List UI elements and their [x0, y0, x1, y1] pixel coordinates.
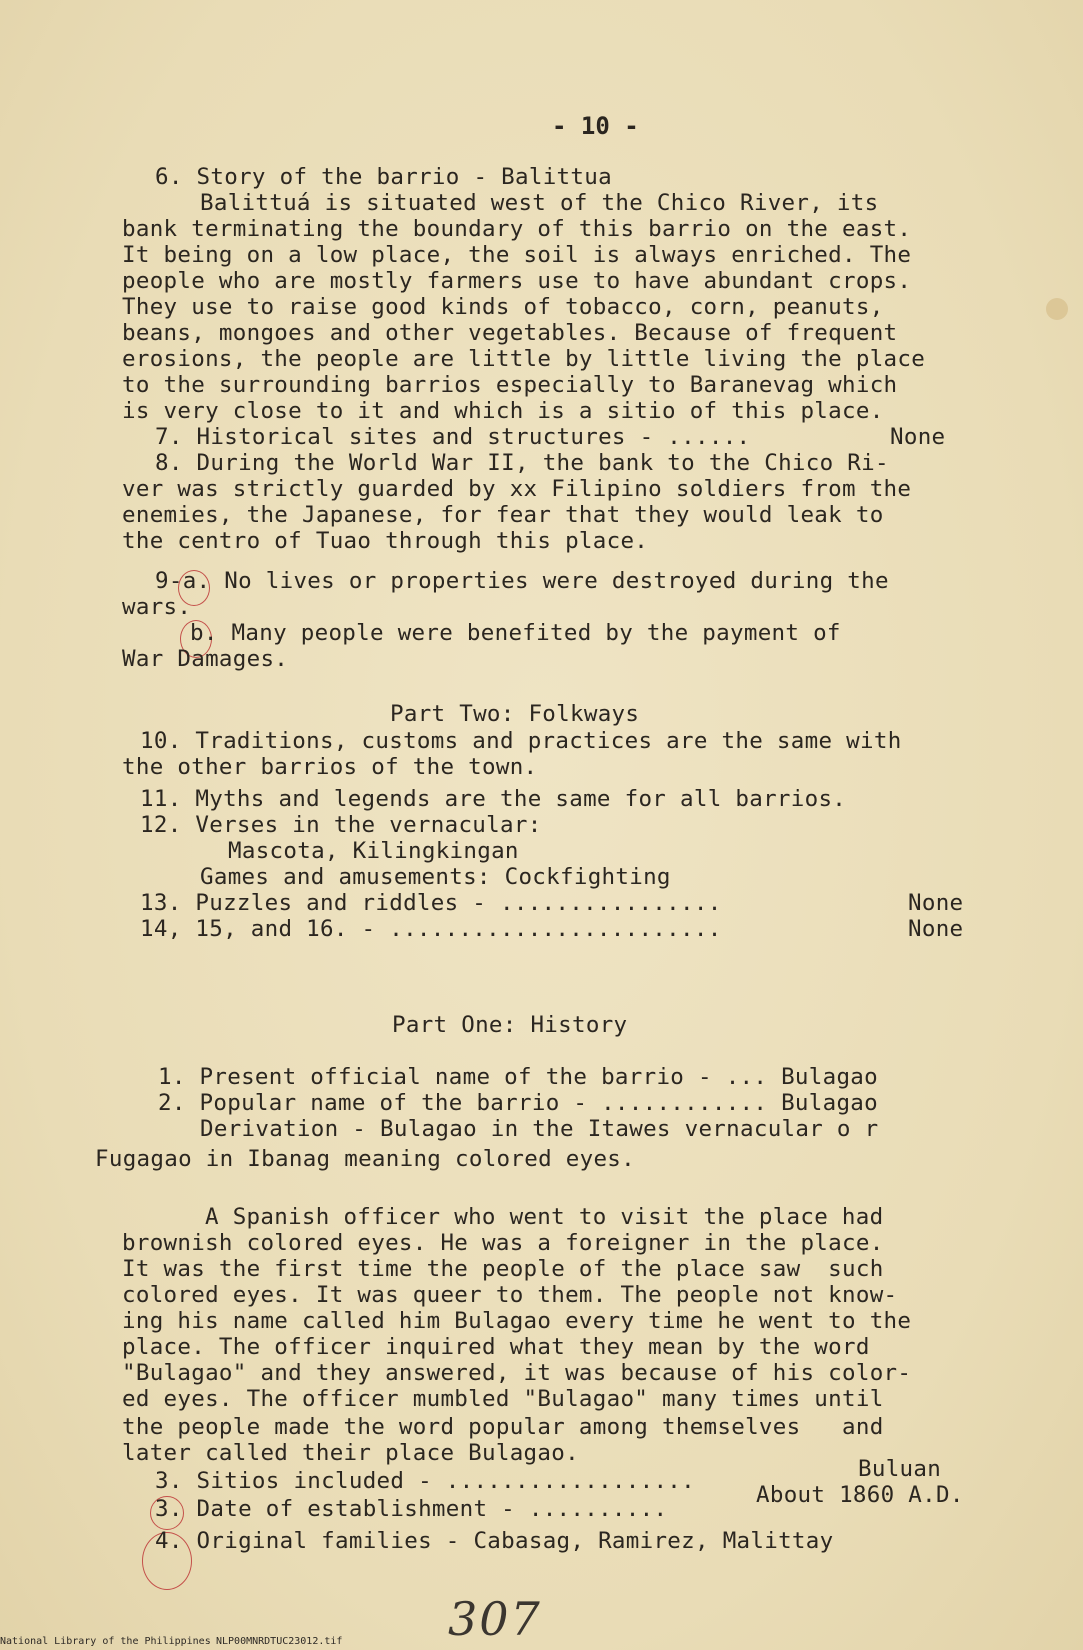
item-9b-line: b. Many people were benefited by the payment of [190, 620, 841, 646]
story-line: A Spanish officer who went to visit the place had [205, 1204, 884, 1230]
story-line: ing his name called him Bulagao every time he went to the [122, 1308, 912, 1334]
item-10-line: 10. Traditions, customs and practices are the same with [140, 728, 902, 754]
verses: Mascota, Kilingkingan [228, 838, 519, 864]
item-9b-line: War Damages. [122, 646, 289, 672]
story-line: later called their place Bulagao. [122, 1440, 579, 1466]
item-10-line: the other barrios of the town. [122, 754, 538, 780]
derivation-line: Fugagao in Ibanag meaning colored eyes. [95, 1146, 635, 1172]
page-number: - 10 - [552, 112, 639, 140]
item-11: 11. Myths and legends are the same for all barrios. [140, 786, 847, 812]
item-2: 2. Popular name of the barrio - ............ Bulagao [158, 1090, 878, 1116]
part-two-heading: Part Two: Folkways [390, 701, 640, 727]
item-12: 12. Verses in the vernacular: [140, 812, 542, 838]
section-6-line: They use to raise good kinds of tobacco, corn, peanuts, [122, 294, 884, 320]
item-8-line: ver was strictly guarded by xx Filipino soldiers from the [122, 476, 912, 502]
footer-library: National Library of the Philippines [0, 1636, 211, 1647]
item-7-text: 7. Historical sites and structures - ...... [155, 424, 751, 450]
part-one-heading: Part One: History [392, 1012, 628, 1038]
section-6-line: beans, mongoes and other vegetables. Because of frequent [122, 320, 898, 346]
item-8-line: 8. During the World War II, the bank to the Chico Ri- [155, 450, 889, 476]
item-4: 4. Original families - Cabasag, Ramirez, Malittay [155, 1528, 834, 1554]
story-line: the people made the word popular among themselves and [122, 1414, 884, 1440]
story-line: It was the first time the people of the place saw such [122, 1256, 884, 1282]
item-3b-text: 3. Date of establishment - .......... [155, 1496, 668, 1522]
section-6-line: to the surrounding barrios especially to Baranevag which [122, 372, 898, 398]
item-8-line: the centro of Tuao through this place. [122, 528, 649, 554]
story-line: "Bulagao" and they answered, it was because of his color- [122, 1360, 912, 1386]
item-7-value: None [890, 424, 946, 450]
story-line: ed eyes. The officer mumbled "Bulagao" many times until [122, 1386, 884, 1412]
item-14-value: None [908, 916, 964, 942]
paper-stain [1046, 298, 1068, 320]
section-6-heading: 6. Story of the barrio - Balittua [155, 164, 612, 190]
item-13-text: 13. Puzzles and riddles - ................ [140, 890, 722, 916]
section-6-line: It being on a low place, the soil is always enriched. The [122, 242, 912, 268]
section-6-line: is very close to it and which is a sitio of this place. [122, 398, 884, 424]
games: Games and amusements: Cockfighting [200, 864, 671, 890]
item-3a-value: Buluan [858, 1456, 942, 1482]
footer-filename: NLP00MNRDTUC23012.tif [216, 1636, 343, 1647]
section-6-line: people who are mostly farmers use to have abundant crops. [122, 268, 912, 294]
item-9a-line: 9-a. No lives or properties were destroyed during the [155, 568, 889, 594]
story-line: brownish colored eyes. He was a foreigner in the place. [122, 1230, 884, 1256]
item-9a-line: wars. [122, 594, 192, 620]
section-6-line: bank terminating the boundary of this barrio on the east. [122, 216, 912, 242]
item-8-line: enemies, the Japanese, for fear that they would leak to [122, 502, 884, 528]
handwritten-page-number: 307 [448, 1592, 542, 1646]
item-3b-value: About 1860 A.D. [756, 1482, 964, 1508]
story-line: place. The officer inquired what they mean by the word [122, 1334, 870, 1360]
story-line: colored eyes. It was queer to them. The people not know- [122, 1282, 898, 1308]
derivation-line: Derivation - Bulagao in the Itawes vernacular o r [200, 1116, 879, 1142]
item-13-value: None [908, 890, 964, 916]
item-14-text: 14, 15, and 16. - ........................ [140, 916, 722, 942]
section-6-line: Balittuá is situated west of the Chico River, its [200, 190, 879, 216]
item-1: 1. Present official name of the barrio - ... Bulagao [158, 1064, 878, 1090]
section-6-line: erosions, the people are little by little living the place [122, 346, 926, 372]
item-3a-text: 3. Sitios included - .................. [155, 1468, 695, 1494]
